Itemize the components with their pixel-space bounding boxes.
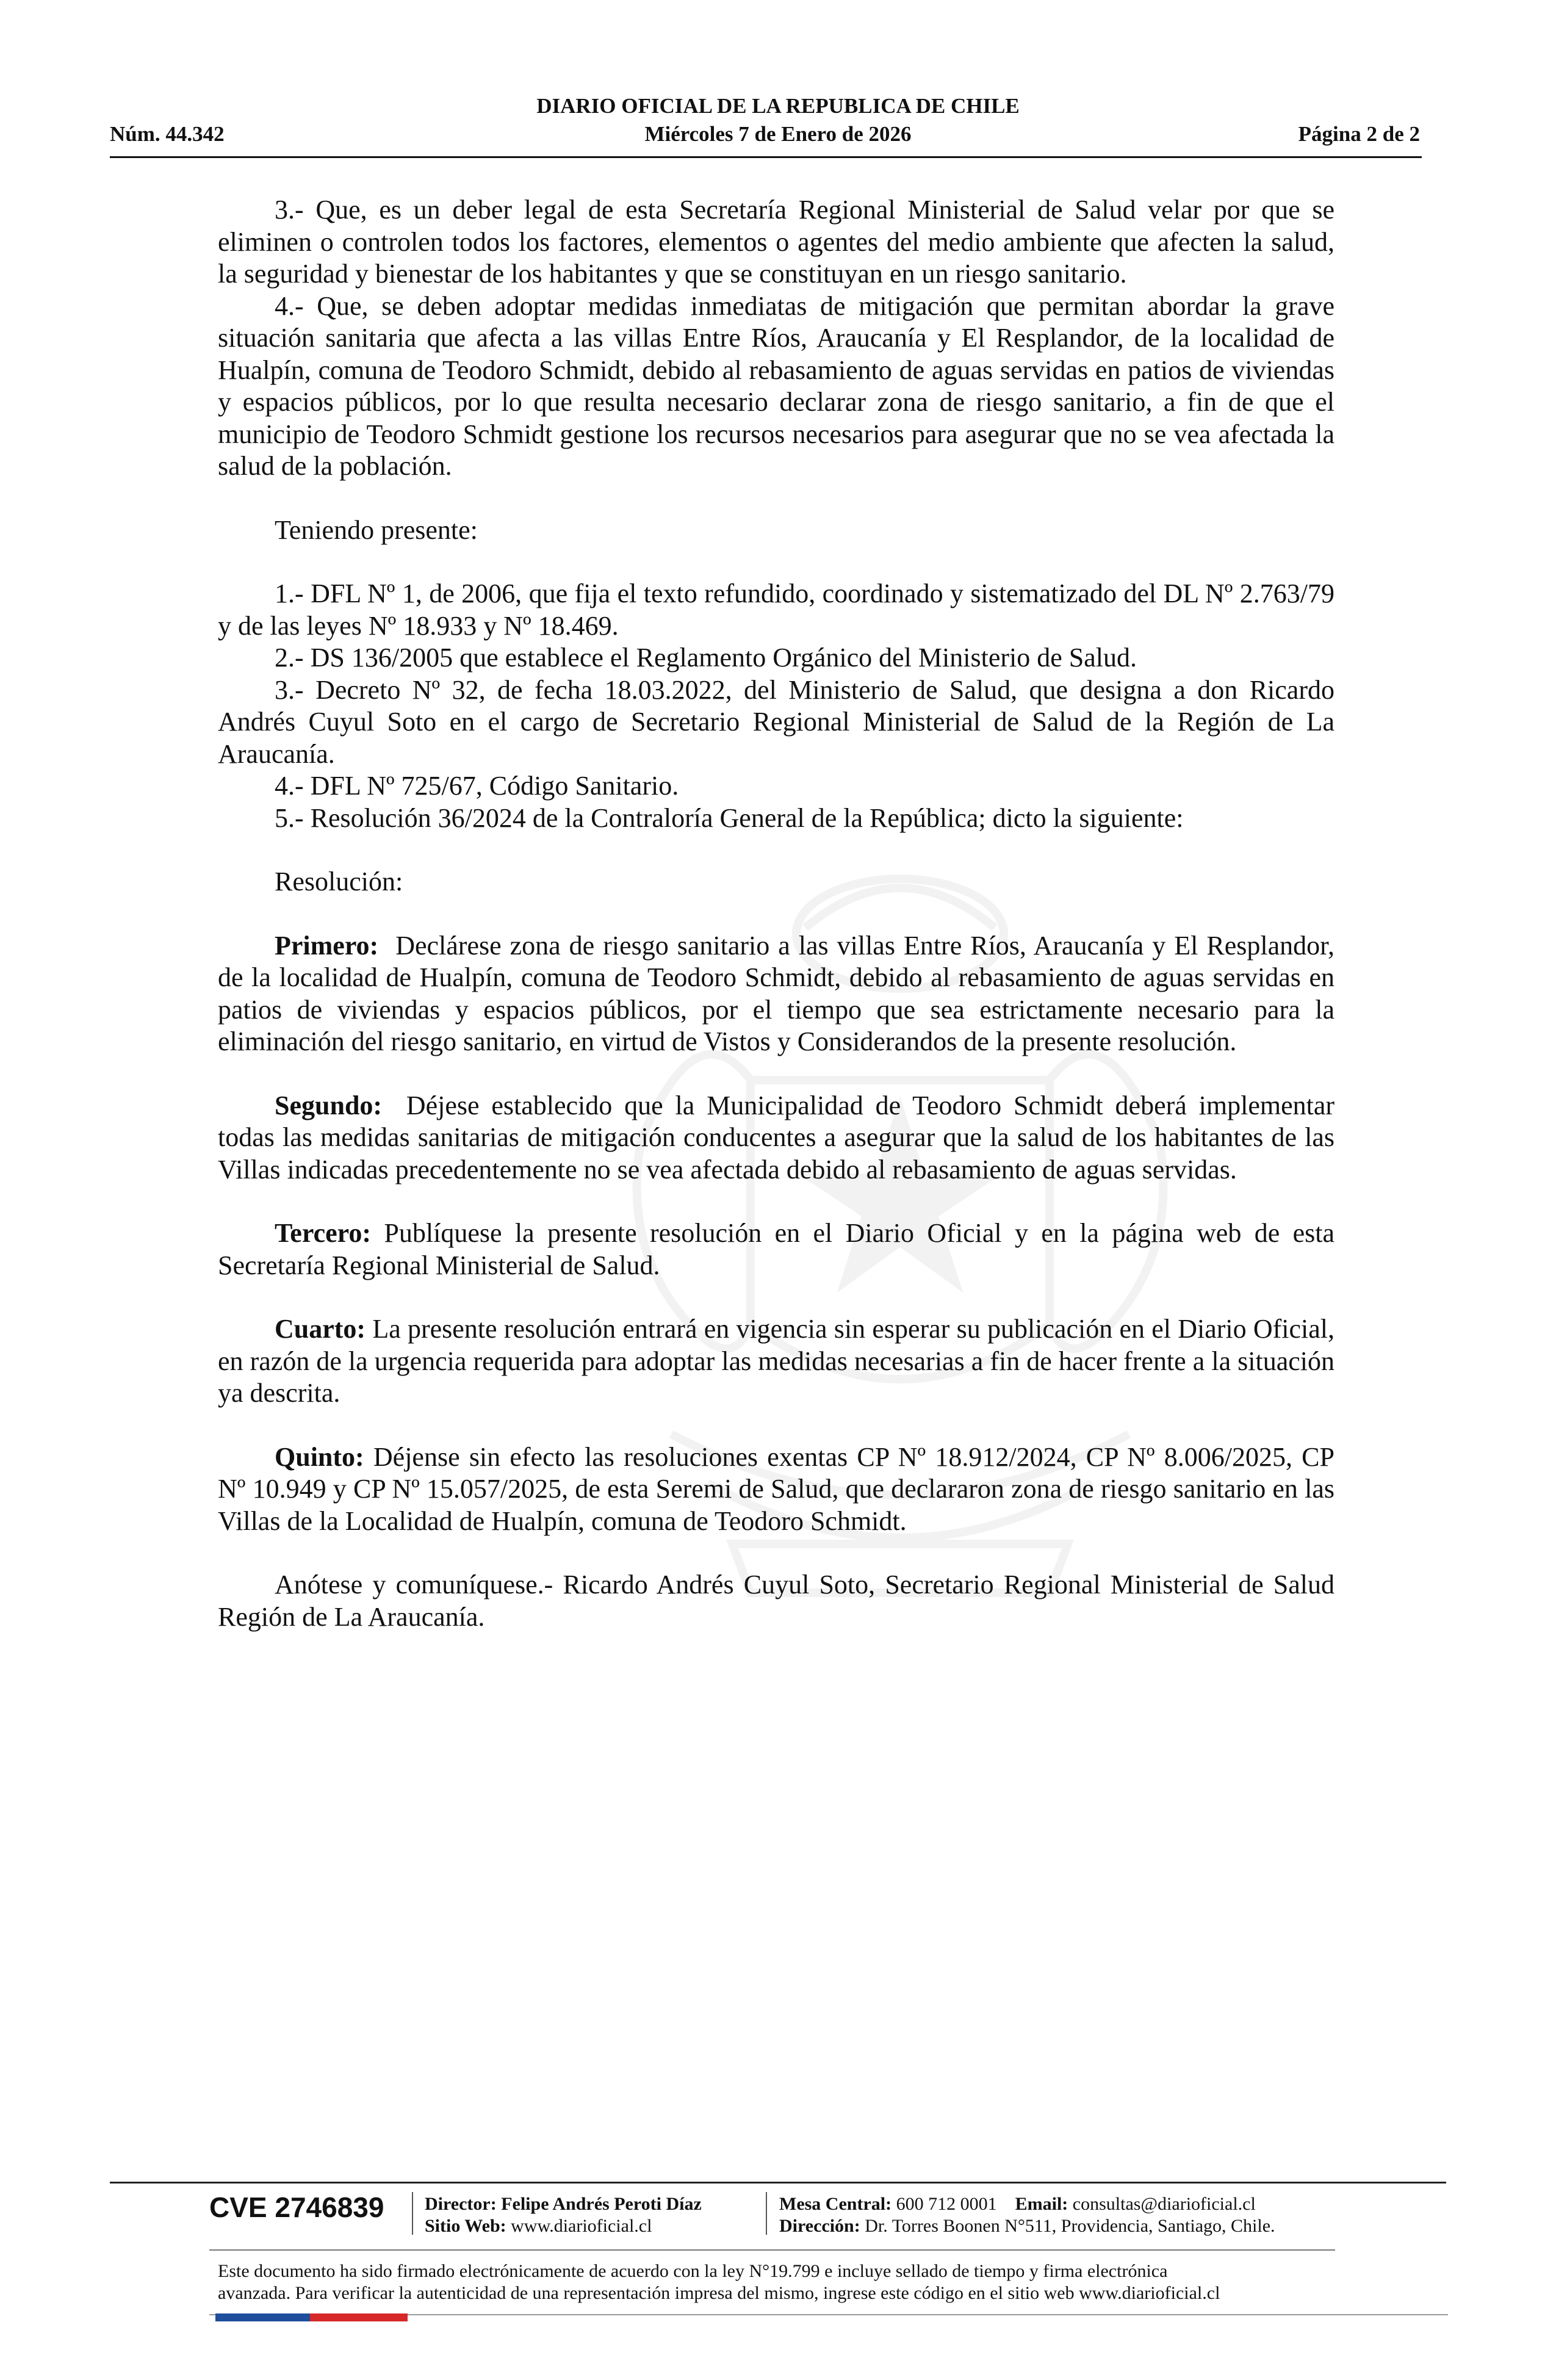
legal-basis-1: 1.- DFL Nº 1, de 2006, que fija el texto refundido, coordinado y sistematizado del DL Nº 2.763/79 y de las leyes Nº 18.933 y Nº 18.469. [218, 579, 1334, 641]
note-line-1: Este documento ha sido firmado electrónicamente de acuerdo con la ley N°19.799 e incluye sellado de tiempo y firma electrónica [218, 2261, 1168, 2281]
document-body [218, 194, 1334, 1633]
footer-divider-top [110, 2182, 1446, 2183]
article-quinto-label: Quinto: [275, 1441, 364, 1472]
email-link[interactable]: consultas@diarioficial.cl [1072, 2194, 1256, 2214]
article-quinto-text: Déjense sin efecto las resoluciones exentas CP Nº 18.912/2024, CP Nº 8.006/2025, CP Nº 10.949 y CP Nº 15.057/2025, de esta Seremi de Salud, que declararon zona de riesgo sanitario en las Villas de la Localidad de Hualpín, comuna de Teodoro Schmidt. [218, 1441, 1335, 1536]
website-label: Sitio Web: [425, 2216, 506, 2236]
footer-divider-mid [209, 2249, 1335, 2251]
electronic-signature-note [218, 2260, 1334, 2304]
director-line [425, 2193, 702, 2215]
website-link[interactable]: www.diarioficial.cl [511, 2216, 652, 2236]
footer-director-block [425, 2193, 702, 2237]
article-tercero [218, 1217, 1334, 1282]
flag-stripe-blue [215, 2313, 310, 2321]
cve-code: CVE 2746839 [209, 2191, 384, 2223]
article-quinto [218, 1441, 1334, 1538]
website-line [425, 2215, 702, 2237]
considerando-3: 3.- Que, es un deber legal de esta Secretaría Regional Ministerial de Salud velar por que se eliminen o controlen todos los factores, elementos o agentes del medio ambiente que afecten la salud, la seguridad y bienestar de los habitantes y que se constituyan en un riesgo sanitario. [218, 195, 1334, 289]
header-divider [110, 156, 1422, 158]
legal-basis-4: 4.- DFL Nº 725/67, Código Sanitario. [275, 771, 679, 801]
flag-stripe-red [310, 2313, 408, 2321]
email-label: Email: [1015, 2194, 1068, 2214]
article-tercero-text: Publíquese la presente resolución en el Diario Oficial y en la página web de esta Secretaría Regional Ministerial de Salud. [218, 1218, 1334, 1280]
teniendo-presente-heading: Teniendo presente: [275, 514, 478, 545]
gazette-title: DIARIO OFICIAL DE LA REPUBLICA DE CHILE [536, 94, 1020, 118]
legal-basis-3: 3.- Decreto Nº 32, de fecha 18.03.2022, del Ministerio de Salud, que designa a don Ricardo Andrés Cuyul Soto en el cargo de Secretario Regional Ministerial de Salud de la Región de La Araucanía. [218, 674, 1334, 769]
article-cuarto [218, 1313, 1334, 1410]
legal-basis-2: 2.- DS 136/2005 que establece el Reglamento Orgánico del Ministerio de Salud. [275, 643, 1137, 673]
mesa-phone: 600 712 0001 [896, 2194, 997, 2214]
page-indicator: Página 2 de 2 [1298, 122, 1420, 146]
director-label: Director: [425, 2194, 497, 2214]
article-segundo-text: Déjese establecido que la Municipalidad de Teodoro Schmidt deberá implementar todas las medidas sanitarias de mitigación conducentes a asegurar que la salud de los habitantes de las Villas indicadas precedentemente no se vea afectada debido al rebasamiento de aguas servidas. [218, 1090, 1335, 1185]
article-segundo-label: Segundo: [275, 1090, 383, 1120]
closing-signature: Anótese y comuníquese.- Ricardo Andrés Cuyul Soto, Secretario Regional Ministerial de Salud Región de La Araucanía. [218, 1570, 1334, 1632]
article-primero [218, 930, 1334, 1058]
address-label: Dirección: [779, 2216, 860, 2236]
issue-date: Miércoles 7 de Enero de 2026 [644, 122, 912, 146]
article-segundo [218, 1090, 1334, 1186]
director-name: Felipe Andrés Peroti Díaz [501, 2194, 702, 2214]
issue-number: Núm. 44.342 [110, 122, 225, 146]
article-primero-text: Declárese zona de riesgo sanitario a las villas Entre Ríos, Araucanía y El Resplandor, de la localidad de Hualpín, comuna de Teodoro Schmidt, debido al rebasamiento de aguas servidas en patios de viviendas y espacios públicos, por el tiempo que sea estrictamente necesario para la eliminación del riesgo sanitario, en virtud de Vistos y Considerandos de la presente resolución. [218, 930, 1334, 1056]
article-primero-label: Primero: [275, 930, 379, 961]
address-value: Dr. Torres Boonen N°511, Providencia, Santiago, Chile. [865, 2216, 1275, 2236]
mesa-label: Mesa Central: [779, 2194, 892, 2214]
contact-line [779, 2193, 1275, 2215]
resolucion-heading: Resolución: [275, 867, 403, 896]
article-cuarto-label: Cuarto: [275, 1314, 366, 1344]
legal-basis-5: 5.- Resolución 36/2024 de la Contraloría General de la República; dicto la siguiente: [275, 802, 1184, 833]
footer-separator [766, 2192, 767, 2235]
article-cuarto-text: La presente resolución entrará en vigencia sin esperar su publicación en el Diario Oficial, en razón de la urgencia requerida para adoptar las medidas necesarias a fin de hacer frente a la situación ya descrita. [218, 1314, 1335, 1408]
footer-contact-block [779, 2193, 1275, 2237]
considerando-4: 4.- Que, se deben adoptar medidas inmediatas de mitigación que permitan abordar la grave situación sanitaria que afecta a las villas Entre Ríos, Araucanía y El Resplandor, de la localidad de Hualpín, comuna de Teodoro Schmidt, debido al rebasamiento de aguas servidas en patios de viviendas y espacios públicos, por lo que resulta necesario declarar zona de riesgo sanitario, a fin de que el municipio de Teodoro Schmidt gestione los recursos necesarios para asegurar que no se vea afectada la salud de la población. [218, 290, 1334, 481]
note-line-2: avanzada. Para verificar la autenticidad de una representación impresa del mismo, ingrese este código en el sitio web www.diarioficial.cl [218, 2283, 1220, 2303]
address-line [779, 2215, 1275, 2237]
article-tercero-label: Tercero: [275, 1218, 372, 1248]
footer-separator [412, 2192, 413, 2235]
